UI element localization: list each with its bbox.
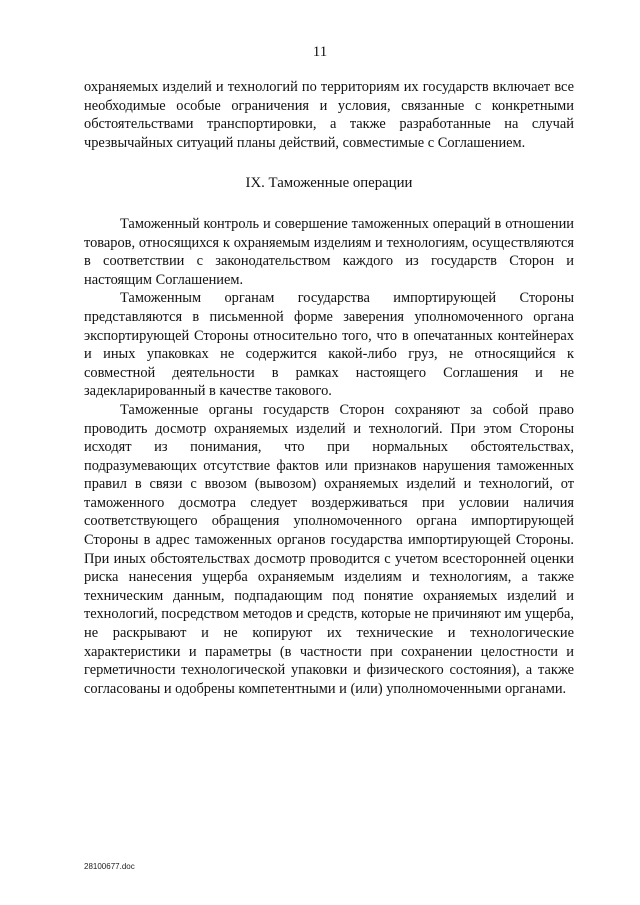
paragraph-inspection-rights: Таможенные органы государств Сторон сохраняют за собой право проводить досмотр охраняемых изделий и технологий. При этом Стороны исходят из понимания, что при нормальных обстоятельствах, подразумевающих отсутствие фактов или признаков нарушения таможенных правил в связи с ввозом (вывозом) охраняемых изделий и технологий, от таможенного досмотра следует воздерживаться при условии наличия соответствующего обращения уполномоченного органа импортирующей Стороны в адрес таможенных органов государства импортирующей Стороны. При иных обстоятельствах досмотр проводится с учетом всесторонней оценки риска нанесения ущерба охраняемым изделиям и технологиям, а также техническим данным, подпадающим под понятие охраняемых изделий и технологий, посредством методов и средств, которые не причиняют им ущерба, не раскрывают и не копируют их технические и технологические характеристики и параметры (в частности при сохранении целостности и герметичности технологической упаковки и физического состояния), а также согласованы и одобрены компетентными и (или) уполномоченными органами.: [84, 401, 574, 697]
document-footer: 28100677.doc: [84, 862, 135, 871]
document-body: [84, 78, 574, 698]
intro-paragraph: охраняемых изделий и технологий по территориям их государств включает все необходимые особые ограничения и условия, связанные с конкретными обстоятельствами транспортировки, а также разработанные на случай чрезвычайных ситуаций планы действий, совместимые с Соглашением.: [84, 79, 574, 151]
page-number: 11: [312, 44, 328, 60]
paragraph-customs-control: Таможенный контроль и совершение таможенных операций в отношении товаров, относящихся к охраняемым изделиям и технологиям, осуществляются в соответствии с законодательством каждого из государств Сторон и настоящим Соглашением.: [84, 215, 574, 288]
paragraph-written-assurances: Таможенным органам государства импортирующей Стороны представляются в письменной форме заверения уполномоченного органа экспортирующей Стороны относительно того, что в опечатанных контейнерах и иных упаковках не содержится какой-либо груз, не относящийся к совместной деятельности в рамках настоящего Соглашения и не задекларированный в качестве такового.: [84, 290, 574, 400]
section-heading: IX. Таможенные операции: [245, 175, 413, 192]
